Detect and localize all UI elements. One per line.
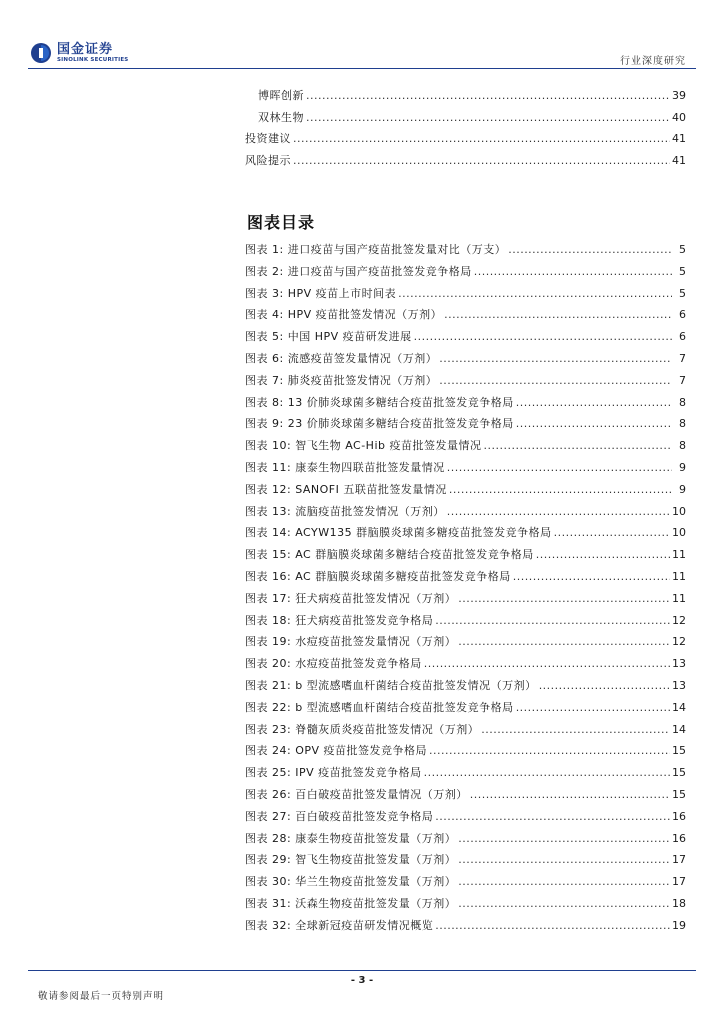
toc-leader-dots (306, 110, 670, 126)
figure-leader-dots (458, 634, 670, 650)
figure-entry-label: 图表 25: IPV 疫苗批签发竞争格局 (245, 766, 422, 780)
figure-entry[interactable] (245, 525, 686, 541)
figure-entry[interactable] (245, 242, 686, 258)
toc-entry-page: 41 (672, 154, 686, 167)
figure-entry-label: 图表 6: 流感疫苗签发量情况（万剂） (245, 352, 438, 365)
toc-entry-label: 博晖创新 (258, 89, 304, 102)
figure-leader-dots (458, 874, 670, 890)
figure-entry[interactable] (245, 896, 686, 912)
toc-leader-dots (293, 131, 670, 147)
header-divider (28, 68, 696, 69)
figure-entry-page: 9 (679, 461, 686, 474)
toc-entry-label: 投资建议 (245, 132, 291, 145)
figure-leader-dots (516, 700, 670, 716)
figure-leader-dots (470, 787, 670, 803)
figure-entry-page: 13 (672, 657, 686, 671)
figure-entry[interactable] (245, 656, 686, 672)
figure-entry-label: 图表 31: 沃森生物疫苗批签发量（万剂） (245, 897, 457, 910)
toc-entry-label: 风险提示 (245, 154, 291, 167)
figure-leader-dots (439, 351, 672, 367)
figure-entry[interactable] (245, 351, 686, 367)
toc-entry-page: 39 (672, 89, 686, 102)
toc-leader-dots (293, 153, 670, 169)
figure-entry-page: 6 (679, 308, 686, 322)
figure-entry-page: 16 (672, 809, 686, 823)
figure-leader-dots (435, 809, 670, 825)
figure-entry-page: 10 (672, 504, 686, 518)
figure-leader-dots (539, 678, 670, 694)
figure-entry-page: 11 (672, 548, 686, 562)
figure-entry[interactable] (245, 416, 686, 432)
figure-entry-page: 16 (672, 831, 686, 845)
figure-entry-page: 11 (672, 591, 686, 605)
figure-leader-dots (458, 896, 670, 912)
figure-entry-page: 18 (672, 897, 686, 910)
figure-entry-label: 图表 30: 华兰生物疫苗批签发量（万剂） (245, 875, 457, 889)
disclaimer-note: 敬请参阅最后一页特别声明 (38, 991, 165, 1002)
figure-entry-label: 图表 11: 康泰生物四联苗批签发量情况 (245, 461, 445, 474)
figure-entry-page: 5 (679, 264, 686, 278)
figure-entry-page: 17 (672, 875, 686, 889)
figure-leader-dots (424, 656, 670, 672)
figure-entry[interactable] (245, 678, 686, 694)
figure-entry-label: 图表 13: 流脑疫苗批签发情况（万剂） (245, 504, 445, 518)
figure-entry-label: 图表 1: 进口疫苗与国产疫苗批签发量对比（万支） (245, 243, 507, 256)
figure-entry-page: 19 (672, 918, 686, 932)
figure-entry-label: 图表 32: 全球新冠疫苗研发情况概览 (245, 918, 434, 932)
figure-leader-dots (398, 286, 672, 302)
figure-entry[interactable] (245, 852, 686, 868)
figure-leader-dots (444, 307, 672, 323)
figure-entry[interactable] (245, 787, 686, 803)
figure-entry-page: 11 (672, 570, 686, 583)
figure-leader-dots (435, 918, 670, 934)
figure-entry-label: 图表 17: 狂犬病疫苗批签发情况（万剂） (245, 591, 457, 605)
figure-entry-label: 图表 2: 进口疫苗与国产疫苗批签发竞争格局 (245, 264, 472, 278)
figure-entry[interactable] (245, 307, 686, 323)
figure-entry-label: 图表 24: OPV 疫苗批签发竞争格局 (245, 744, 428, 758)
toc-entry-page: 40 (672, 111, 686, 124)
figure-entry-label: 图表 16: AC 群脑膜炎球菌多糖疫苗批签发竞争格局 (245, 570, 511, 583)
toc-entry-page: 41 (672, 132, 686, 145)
figure-entry-label: 图表 9: 23 价肺炎球菌多糖结合疫苗批签发竞争格局 (245, 417, 514, 431)
figure-entry[interactable] (245, 547, 686, 563)
figure-leader-dots (449, 482, 672, 498)
figure-entry-page: 6 (679, 330, 686, 344)
figure-entry-label: 图表 20: 水痘疫苗批签发竞争格局 (245, 657, 422, 671)
figure-entry-label: 图表 5: 中国 HPV 疫苗研发进展 (245, 330, 412, 344)
figure-entry-label: 图表 18: 狂犬病疫苗批签发竞争格局 (245, 613, 434, 627)
figure-entry-label: 图表 10: 智飞生物 AC-Hib 疫苗批签发量情况 (245, 439, 482, 453)
logo-english-name: SINOLINK SECURITIES (57, 56, 129, 63)
figures-list-title: 图表目录 (247, 213, 316, 232)
footer-divider (28, 970, 696, 971)
figure-entry[interactable] (245, 504, 686, 520)
figure-leader-dots (435, 613, 670, 629)
figure-entry-label: 图表 23: 脊髓灰质炎疫苗批签发情况（万剂） (245, 722, 480, 736)
figure-entry-page: 7 (679, 352, 686, 365)
figure-entry-label: 图表 26: 百白破疫苗批签发量情况（万剂） (245, 788, 468, 801)
figure-entry[interactable] (245, 613, 686, 629)
figure-entry[interactable] (245, 874, 686, 890)
figure-leader-dots (481, 722, 670, 738)
figure-entry-label: 图表 28: 康泰生物疫苗批签发量（万剂） (245, 831, 457, 845)
page-number: - 3 - (350, 975, 374, 986)
figure-entry-page: 13 (672, 679, 686, 692)
figure-leader-dots (483, 438, 672, 454)
figure-leader-dots (516, 416, 672, 432)
figure-leader-dots (429, 743, 670, 759)
figure-entry[interactable] (245, 765, 686, 781)
figure-leader-dots (508, 242, 672, 258)
figure-leader-dots (516, 395, 672, 411)
figure-entry[interactable] (245, 329, 686, 345)
figure-entry[interactable] (245, 722, 686, 738)
sinolink-logo-icon (30, 42, 52, 64)
logo-chinese-name: 国金证券 (57, 41, 114, 57)
figure-leader-dots (458, 591, 670, 607)
figure-entry-label: 图表 22: b 型流感嗜血杆菌结合疫苗批签发竞争格局 (245, 700, 514, 714)
figure-entry-page: 15 (672, 766, 686, 780)
figure-entry-page: 7 (679, 373, 686, 387)
figure-leader-dots (513, 569, 670, 585)
figure-entry-page: 8 (679, 439, 686, 453)
figure-entry-page: 5 (679, 286, 686, 300)
figure-leader-dots (439, 373, 672, 389)
figure-entry[interactable] (245, 460, 686, 476)
sinolink-logo (30, 42, 128, 64)
figure-entry-page: 9 (679, 482, 686, 496)
figure-entry[interactable] (245, 569, 686, 585)
figure-entry-page: 5 (679, 243, 686, 256)
figure-entry[interactable] (245, 482, 686, 498)
figure-entry-page: 8 (679, 417, 686, 431)
figure-entry[interactable] (245, 286, 686, 302)
figure-leader-dots (447, 460, 672, 476)
figure-entry-label: 图表 29: 智飞生物疫苗批签发量（万剂） (245, 853, 457, 867)
figure-entry-page: 12 (672, 613, 686, 627)
figure-entry[interactable] (245, 395, 686, 411)
toc-entry[interactable] (258, 110, 686, 126)
figure-leader-dots (536, 547, 670, 563)
figure-entry-page: 15 (672, 744, 686, 758)
toc-entry[interactable] (245, 153, 686, 169)
figure-entry[interactable] (245, 918, 686, 934)
figure-entry[interactable] (245, 700, 686, 716)
figure-entry-page: 15 (672, 788, 686, 801)
figure-entry[interactable] (245, 743, 686, 759)
figure-entry-label: 图表 4: HPV 疫苗批签发情况（万剂） (245, 308, 443, 322)
figure-entry[interactable] (245, 831, 686, 847)
figure-leader-dots (554, 525, 670, 541)
figure-entry-label: 图表 21: b 型流感嗜血杆菌结合疫苗批签发情况（万剂） (245, 679, 537, 692)
figure-leader-dots (414, 329, 672, 345)
figure-entry-label: 图表 27: 百白破疫苗批签发竞争格局 (245, 809, 434, 823)
figure-entry-page: 12 (672, 635, 686, 649)
figure-entry-label: 图表 19: 水痘疫苗批签发量情况（万剂） (245, 635, 457, 649)
figure-entry[interactable] (245, 591, 686, 607)
figure-entry-label: 图表 7: 肺炎疫苗批签发情况（万剂） (245, 373, 438, 387)
figure-entry-label: 图表 8: 13 价肺炎球菌多糖结合疫苗批签发竞争格局 (245, 395, 514, 409)
figure-entry[interactable] (245, 634, 686, 650)
toc-entry[interactable] (258, 88, 686, 104)
figure-entry[interactable] (245, 438, 686, 454)
figure-leader-dots (424, 765, 670, 781)
figure-entry-page: 14 (672, 722, 686, 736)
toc-leader-dots (306, 88, 670, 104)
figure-entry-page: 14 (672, 700, 686, 714)
figure-leader-dots (458, 852, 670, 868)
figure-leader-dots (447, 504, 670, 520)
toc-entry-label: 双林生物 (258, 111, 304, 124)
figure-entry[interactable] (245, 264, 686, 280)
page-header (0, 0, 724, 70)
figure-entry-page: 17 (672, 853, 686, 867)
figure-entry-label: 图表 15: AC 群脑膜炎球菌多糖结合疫苗批签发竞争格局 (245, 548, 534, 562)
toc-entry[interactable] (245, 131, 686, 147)
figure-entry[interactable] (245, 809, 686, 825)
figure-leader-dots (474, 264, 672, 280)
figure-entry-page: 10 (672, 526, 686, 540)
figure-entry-label: 图表 14: ACYW135 群脑膜炎球菌多糖疫苗批签发竞争格局 (245, 526, 552, 540)
figure-entry-label: 图表 3: HPV 疫苗上市时间表 (245, 286, 397, 300)
figure-entry-label: 图表 12: SANOFI 五联苗批签发量情况 (245, 482, 447, 496)
figure-entry[interactable] (245, 373, 686, 389)
figure-leader-dots (458, 831, 670, 847)
report-type: 行业深度研究 (620, 56, 686, 67)
figure-entry-page: 8 (679, 395, 686, 409)
